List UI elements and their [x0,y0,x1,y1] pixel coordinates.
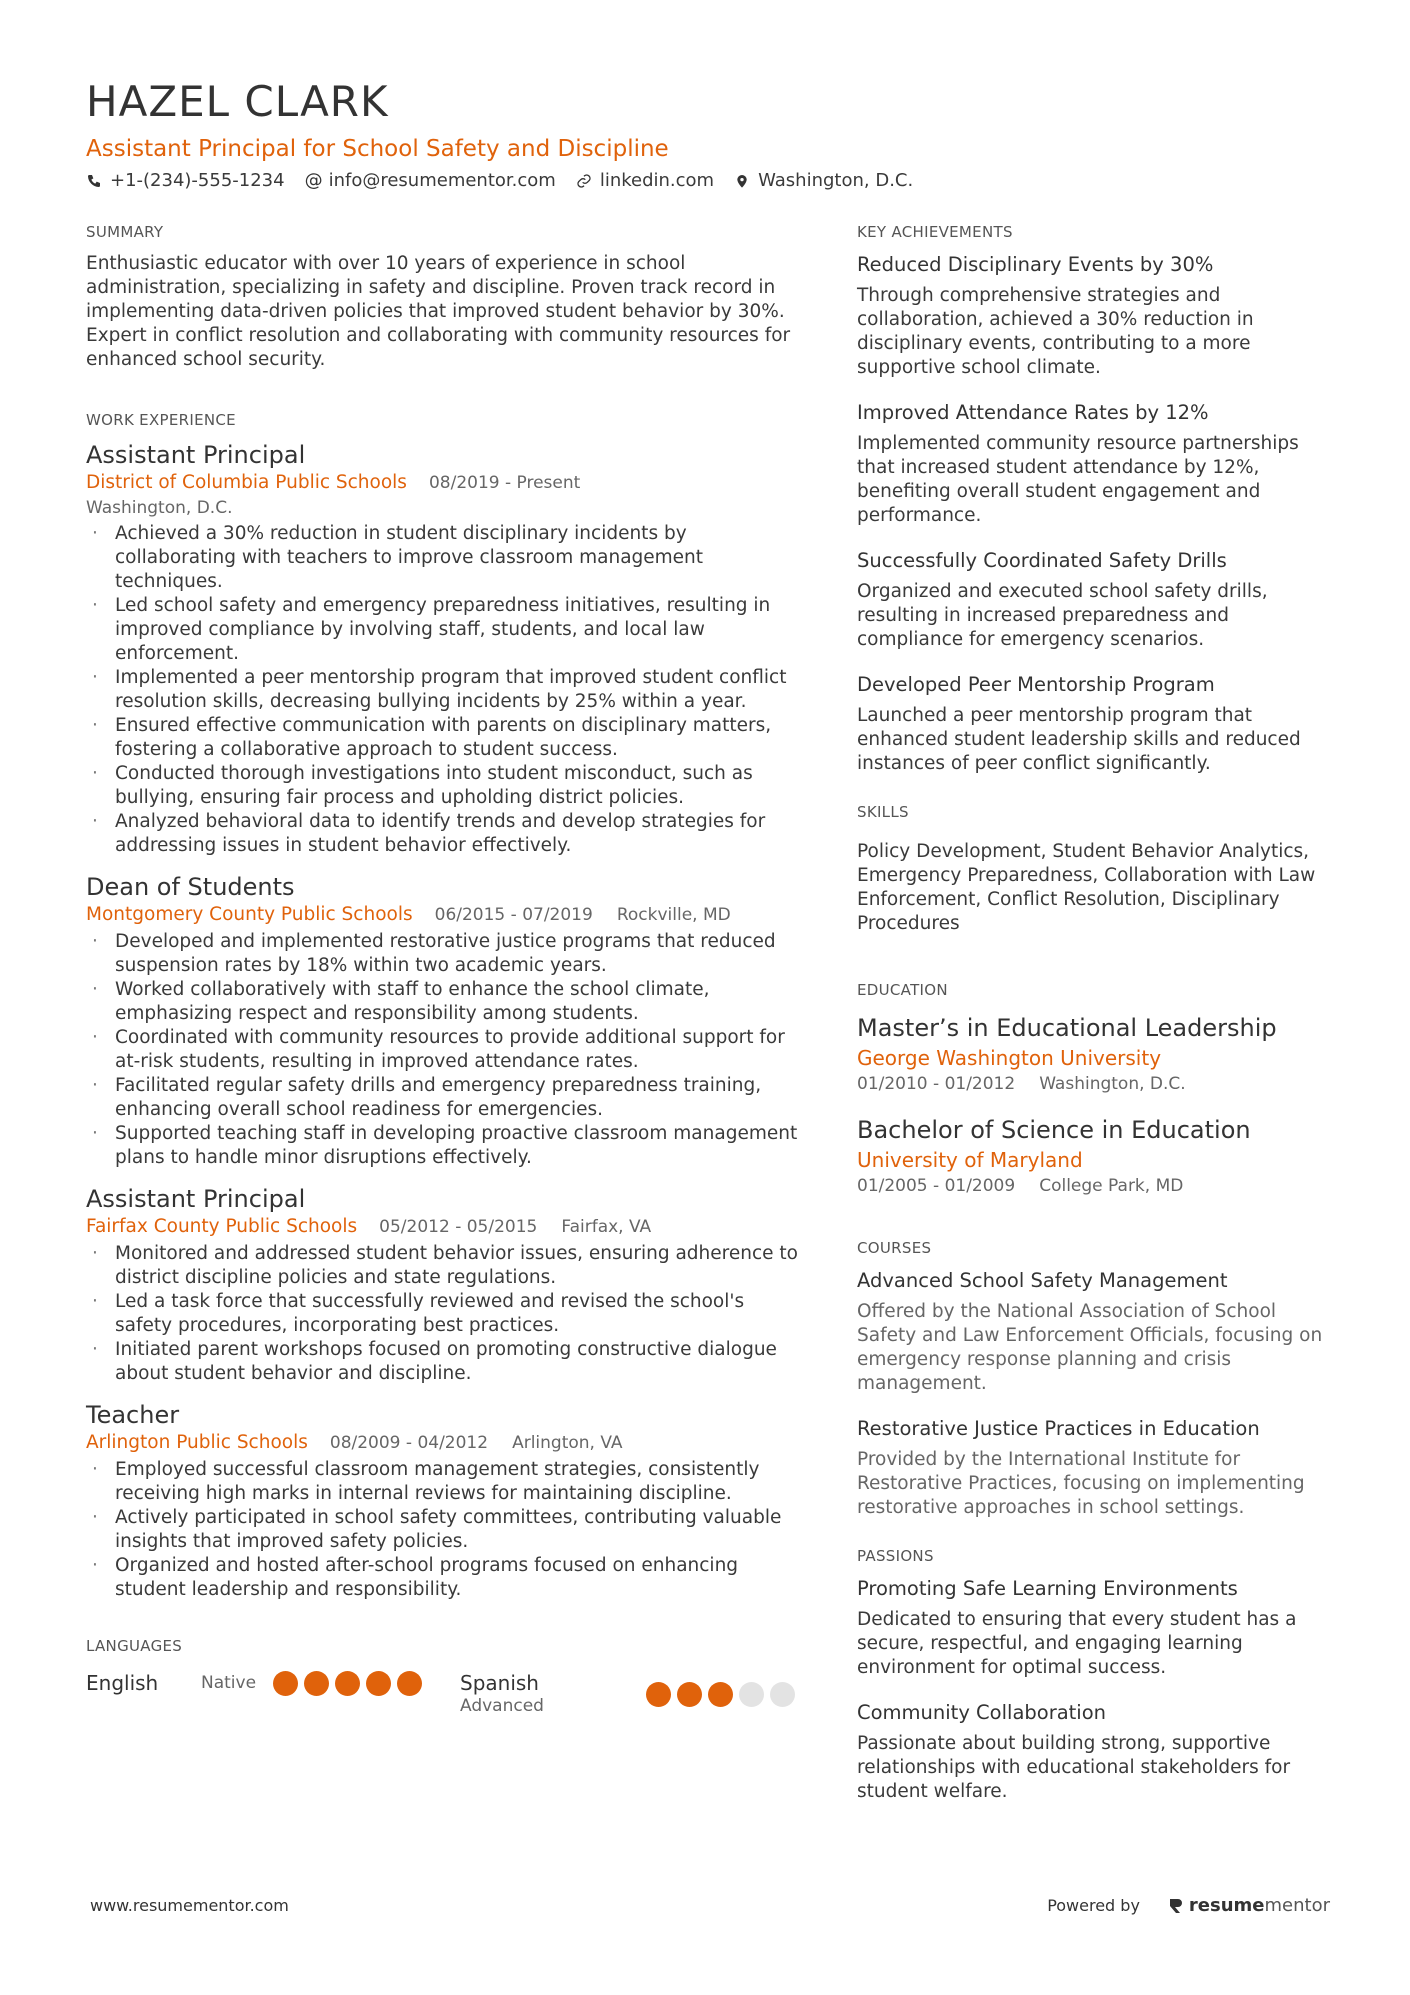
section-title-courses: COURSES [857,1239,932,1257]
job-location: Arlington, VA [512,1433,623,1453]
education-degree: Master’s in Educational Leadership [857,1014,1277,1042]
course-item [857,1416,1327,1520]
contact-linkedin[interactable] [576,168,714,194]
footer-website-link[interactable]: www.resumementor.com [90,1896,289,1915]
link-icon [576,173,592,189]
job-bullet: · Worked collaboratively with staff to enhance the school climate, emphasizing respect and responsibility among students. [86,978,801,1026]
right-column [857,222,1327,1824]
education-school: University of Maryland [857,1148,1083,1172]
job-meta [86,470,801,496]
skills-text: Policy Development, Student Behavior Analytics, Emergency Preparedness, Collaboration with Law Enforcement, Conflict Resolution, Disciplinary Procedures [857,841,1316,934]
job-location: Rockville, MD [616,905,731,925]
resume-header [86,78,1326,194]
education-section [857,980,1327,1198]
location-pin-icon [734,173,750,189]
rating-dot-filled [335,1671,360,1696]
resumementor-logo-icon [1168,1897,1184,1915]
passion-text: Dedicated to ensuring that every student has a secure, respectful, and engaging learning environment for optimal success. [857,1609,1297,1678]
passions-section [857,1546,1327,1804]
contact-phone[interactable] [86,168,285,194]
languages-row [86,1670,801,1716]
achievements-section [857,222,1327,776]
language-name: Spanish [460,1671,539,1695]
education-location: Washington, D.C. [1039,1074,1186,1094]
language-level: Advanced [460,1696,544,1716]
rating-dot-filled [708,1682,733,1707]
job-company: Fairfax County Public Schools [86,1216,358,1237]
candidate-headline: Assistant Principal for School Safety and Discipline [86,136,669,162]
language-name: English [86,1671,159,1695]
passion-item [857,1700,1327,1804]
experience-section [86,410,801,1602]
job-meta [86,1214,801,1240]
education-location: College Park, MD [1039,1176,1184,1196]
powered-by-label: Powered by [1047,1896,1140,1915]
achievement-text: Launched a peer mentorship program that enhanced student leadership skills and reduced instances of peer conflict significantly. [857,705,1301,774]
achievement-title: Reduced Disciplinary Events by 30% [857,253,1214,276]
email-text: info@resumementor.com [328,170,556,191]
contact-email[interactable] [305,168,556,194]
job-dates: 08/2009 - 04/2012 [329,1433,489,1453]
job-company: Montgomery County Public Schools [86,904,413,925]
education-meta [857,1174,1327,1198]
course-text: Provided by the International Institute for Restorative Practices, focusing on implementing restorative approaches in school settings. [857,1449,1305,1518]
achievement-item [857,400,1327,528]
job-bullet: · Achieved a 30% reduction in student disciplinary incidents by collaborating with teachers to improve classroom management techniques. [86,522,801,594]
achievement-title: Developed Peer Mentorship Program [857,673,1215,696]
job-meta [86,902,801,928]
achievement-text: Through comprehensive strategies and collaboration, achieved a 30% reduction in disciplinary events, contributing to a more supportive school climate. [857,285,1254,378]
job-bullet: · Coordinated with community resources to provide additional support for at-risk students, resulting in improved attendance rates. [86,1026,801,1074]
job-bullet: · Ensured effective communication with parents on disciplinary matters, fostering a collaborative approach to student success. [86,714,801,762]
education-dates: 01/2010 - 01/2012 [857,1074,1016,1094]
job-bullet: · Conducted thorough investigations into student misconduct, such as bullying, ensuring fair process and upholding district policies. [86,762,801,810]
job-bullets [86,1458,801,1602]
job-title: Dean of Students [86,873,295,901]
job-bullet: · Led a task force that successfully reviewed and revised the school's safety procedures, incorporating best practices. [86,1290,801,1338]
phone-text: +1-(234)-555-1234 [110,170,285,191]
job-dates: 06/2015 - 07/2019 [434,905,593,925]
rating-dot-filled [366,1671,391,1696]
job-location: Washington, D.C. [86,498,233,518]
job-bullet: · Monitored and addressed student behavior issues, ensuring adherence to district discipline policies and state regulations. [86,1242,801,1290]
section-title-experience: WORK EXPERIENCE [86,411,236,429]
section-title-summary: SUMMARY [86,223,164,241]
passion-title: Community Collaboration [857,1701,1107,1724]
job-entry [86,1400,801,1602]
language-rating [273,1671,428,1696]
achievement-text: Organized and executed school safety drills, resulting in increased preparedness and compliance for emergency scenarios. [857,581,1268,650]
job-bullets [86,930,801,1170]
achievement-text: Implemented community resource partnerships that increased student attendance by 12%, benefiting overall student engagement and performance. [857,433,1299,526]
job-entry [86,1184,801,1386]
education-school: George Washington University [857,1046,1162,1070]
job-company: Arlington Public Schools [86,1432,308,1453]
job-bullet: · Analyzed behavioral data to identify trends and develop strategies for addressing issues in student behavior effectively. [86,810,801,858]
job-bullet: · Employed successful classroom management strategies, consistently receiving high marks in internal reviews for maintaining discipline. [86,1458,801,1506]
linkedin-text: linkedin.com [599,170,715,191]
job-bullet: · Implemented a peer mentorship program that improved student conflict resolution skills, decreasing bullying incidents by 25% within a year. [86,666,801,714]
course-text: Offered by the National Association of School Safety and Law Enforcement Officials, focusing on emergency response planning and crisis management. [857,1301,1323,1394]
job-entry [86,440,801,858]
skills-section [857,802,1327,936]
education-item [857,1114,1327,1198]
location-text: Washington, D.C. [758,170,914,191]
job-bullet: · Facilitated regular safety drills and emergency preparedness training, enhancing overall school readiness for emergencies. [86,1074,801,1122]
achievement-title: Successfully Coordinated Safety Drills [857,549,1227,572]
section-title-passions: PASSIONS [857,1547,934,1565]
courses-section [857,1238,1327,1520]
job-bullets [86,522,801,858]
passion-title: Promoting Safe Learning Environments [857,1577,1238,1600]
rating-dot-filled [304,1671,329,1696]
section-title-achievements: KEY ACHIEVEMENTS [857,223,1013,241]
candidate-name: HAZEL CLARK [86,77,389,126]
job-bullet: · Organized and hosted after-school programs focused on enhancing student leadership and responsibility. [86,1554,801,1602]
rating-dot-filled [646,1682,671,1707]
course-title: Advanced School Safety Management [857,1269,1228,1292]
job-meta [86,1430,801,1456]
achievement-item [857,672,1327,776]
job-title: Assistant Principal [86,441,306,469]
contact-location [734,168,913,194]
section-title-education: EDUCATION [857,981,948,999]
job-bullet: · Actively participated in school safety committees, contributing valuable insights that improved safety policies. [86,1506,801,1554]
job-bullet: · Developed and implemented restorative justice programs that reduced suspension rates by 18% within two academic years. [86,930,801,978]
job-location: Fairfax, VA [561,1217,652,1237]
left-column [86,222,801,1716]
job-company: District of Columbia Public Schools [86,472,407,493]
achievement-item [857,252,1327,380]
phone-icon [86,173,102,189]
job-bullet: · Supported teaching staff in developing proactive classroom management plans to handle minor disruptions effectively. [86,1122,801,1170]
job-entry [86,872,801,1170]
rating-dot-filled [677,1682,702,1707]
language-item [460,1670,801,1716]
brand-bold: resume [1188,1895,1265,1916]
course-title: Restorative Justice Practices in Education [857,1417,1260,1440]
section-title-skills: SKILLS [857,803,909,821]
summary-section [86,222,801,372]
passion-item [857,1576,1327,1680]
job-dates: 05/2012 - 05/2015 [379,1217,538,1237]
rating-dot-filled [397,1671,422,1696]
languages-section [86,1636,801,1716]
language-item [86,1670,460,1696]
section-title-languages: LANGUAGES [86,1637,183,1655]
rating-dot-empty [770,1682,795,1707]
achievement-title: Improved Attendance Rates by 12% [857,401,1209,424]
job-bullet: · Led school safety and emergency preparedness initiatives, resulting in improved compliance by involving staff, students, and local law enforcement. [86,594,801,666]
education-meta [857,1072,1327,1096]
education-dates: 01/2005 - 01/2009 [857,1176,1016,1196]
at-icon: @ [304,170,323,191]
rating-dot-filled [273,1671,298,1696]
achievement-item [857,548,1327,652]
course-item [857,1268,1327,1396]
job-title: Assistant Principal [86,1185,306,1213]
education-item [857,1012,1327,1096]
powered-by [1047,1895,1330,1916]
job-bullets [86,1242,801,1386]
brand-rest: mentor [1264,1895,1330,1916]
language-level: Native [201,1673,257,1693]
job-title: Teacher [86,1401,180,1429]
job-bullet: · Initiated parent workshops focused on promoting constructive dialogue about student behavior and discipline. [86,1338,801,1386]
education-degree: Bachelor of Science in Education [857,1116,1251,1144]
passion-text: Passionate about building strong, supportive relationships with educational stakeholders for student welfare. [857,1733,1291,1802]
language-rating [646,1682,801,1707]
job-dates: 08/2019 - Present [428,473,581,493]
brand-logo[interactable] [1168,1895,1330,1916]
contact-bar [86,168,1326,194]
page-footer [90,1895,1330,1916]
summary-text: Enthusiastic educator with over 10 years of experience in school administration, specializing in safety and discipline. Proven track record in implementing data-driven policies that improved student behavior by 30%. Expert in conflict resolution and collaborating with community resources for enhanced school security. [86,253,791,370]
rating-dot-empty [739,1682,764,1707]
